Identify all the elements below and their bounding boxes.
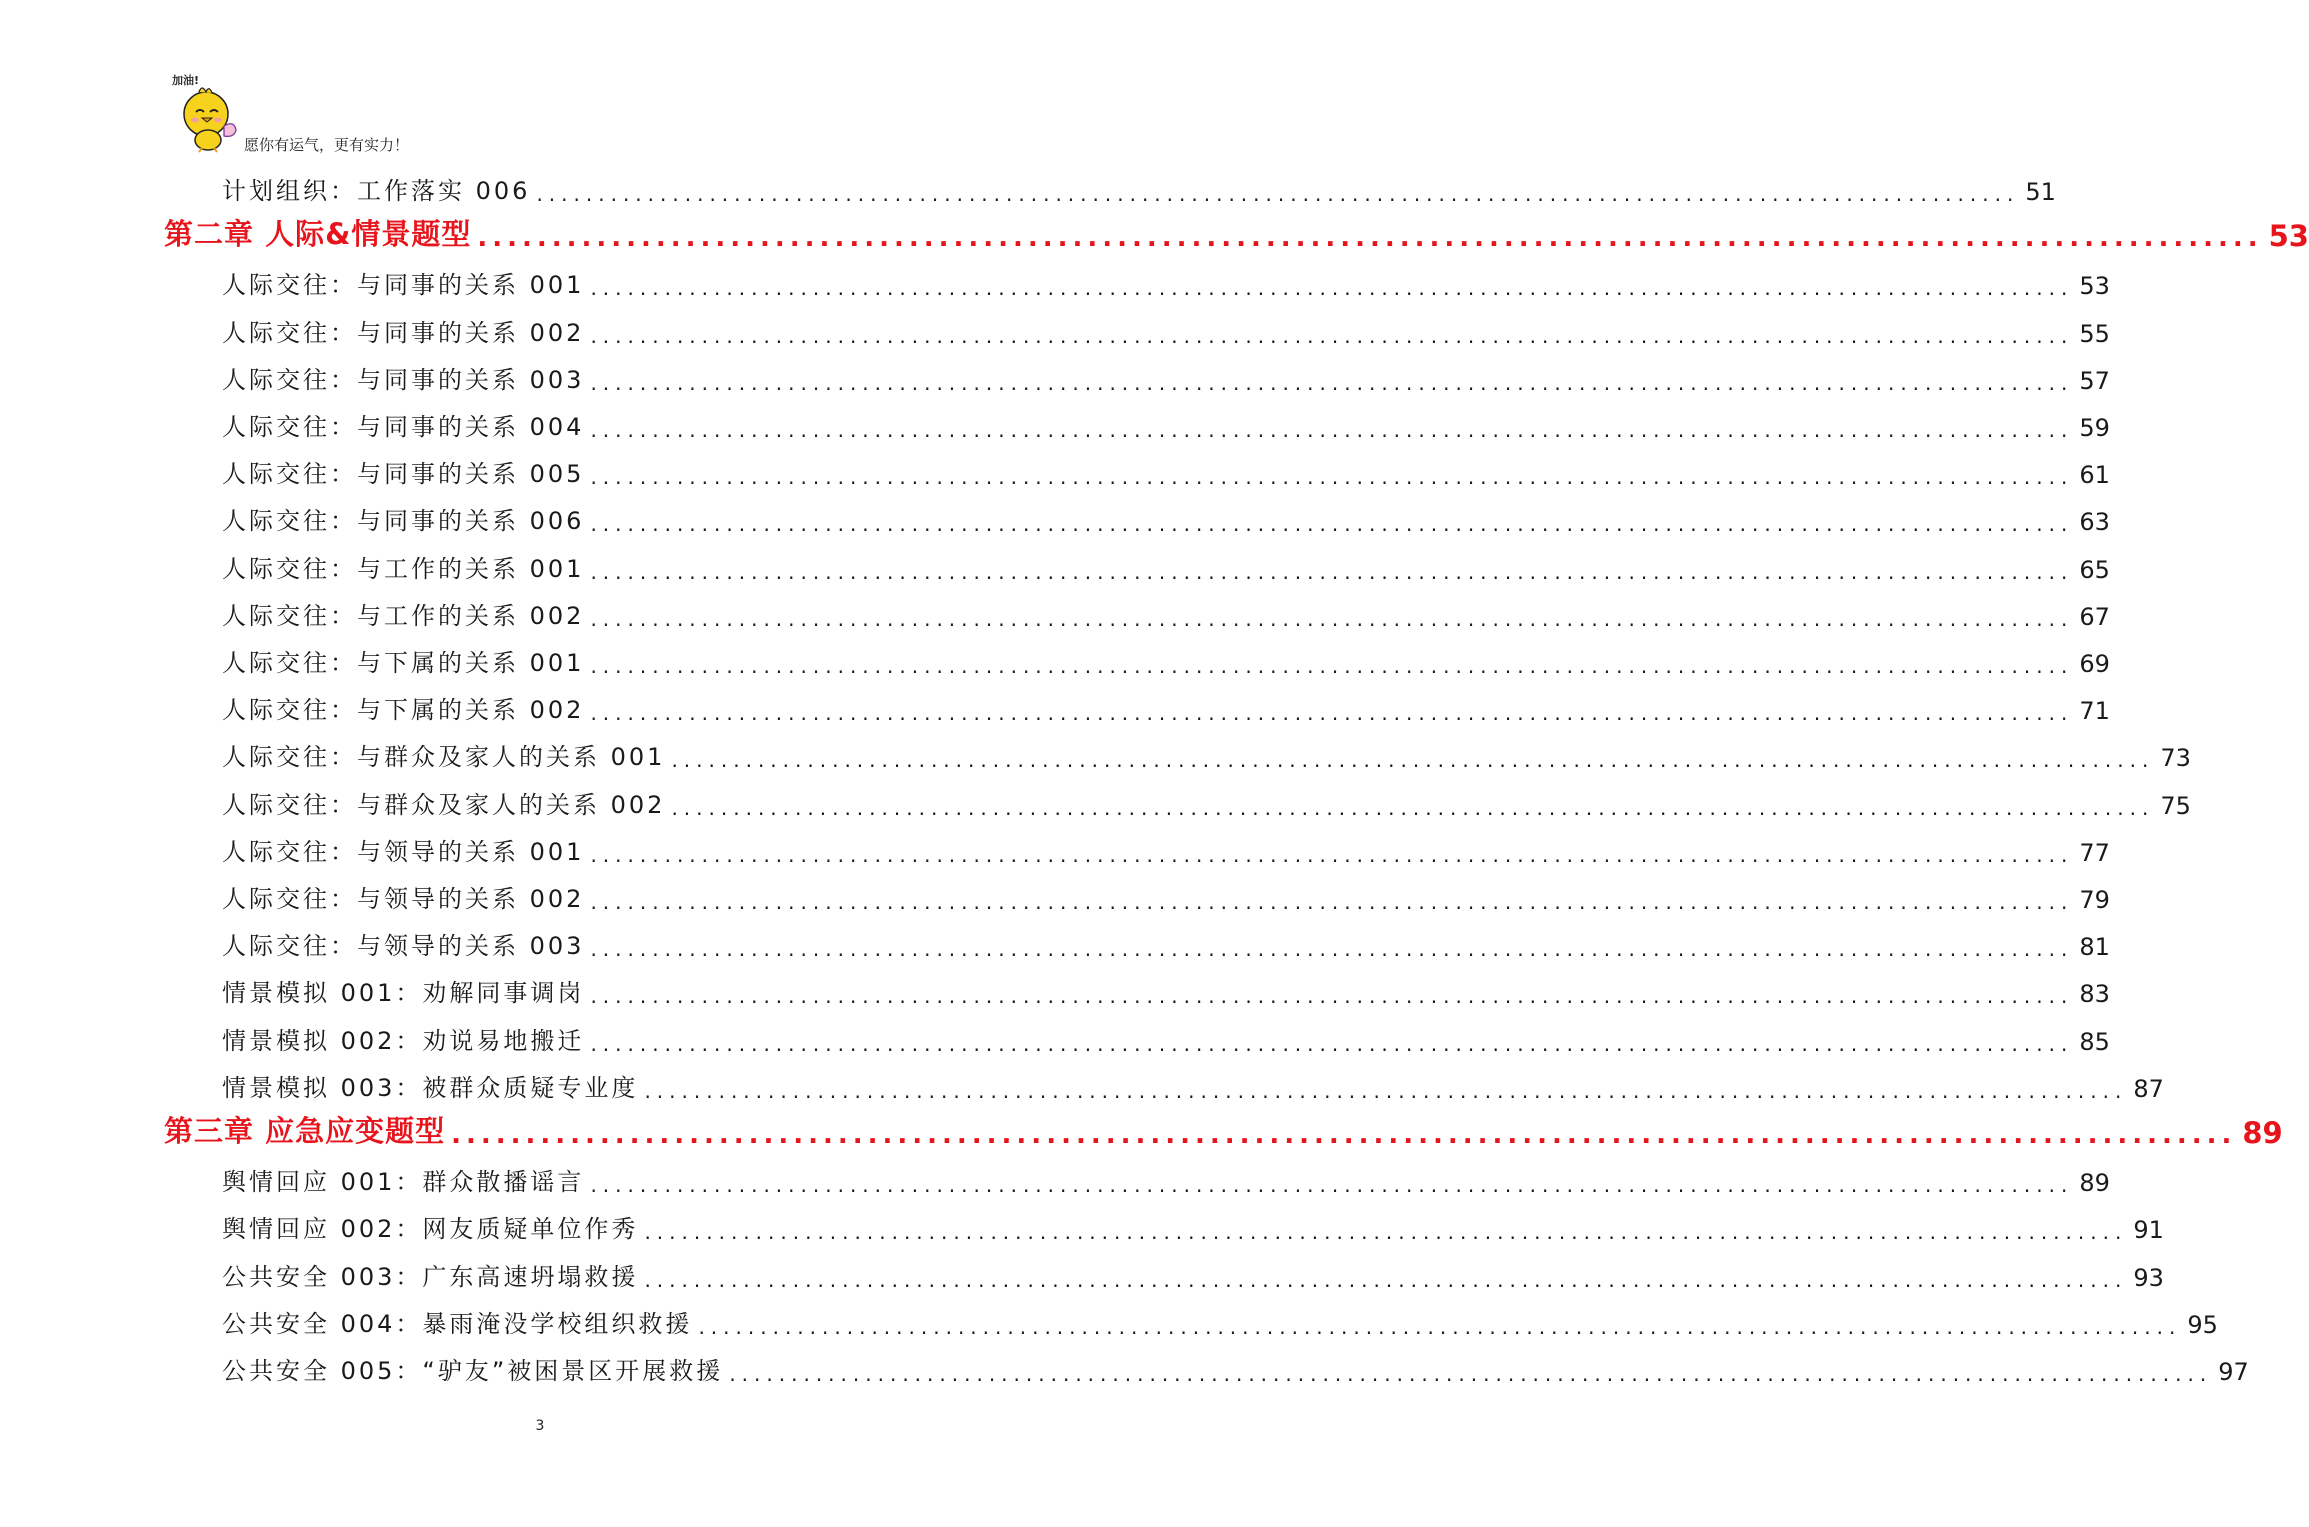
dot-leader: ........................................................................................................................ [590,842,2074,867]
toc-entry[interactable] [222,442,2110,490]
toc-entry-page: 85 [2079,1027,2110,1056]
toc-entry[interactable] [222,395,2110,442]
dot-leader: ........................................................................................................................ [590,1173,2074,1198]
toc-entry-page: 75 [2160,791,2191,820]
dot-leader: ........................................................................................................................ [590,1031,2074,1056]
toc-entry[interactable] [222,537,2110,584]
toc-entry-label: 人际交往：与群众及家人的关系 002 [222,790,666,819]
toc-entry[interactable] [222,1339,2249,1386]
toc-entry-label: 情景模拟 001：劝解同事调岗 [222,979,585,1008]
toc-entry-page: 67 [2079,602,2110,631]
toc-entry[interactable] [222,773,2191,820]
toc-entry-page: 51 [2025,178,2056,206]
toc-entry[interactable] [222,348,2110,395]
toc-entry[interactable] [222,725,2191,773]
toc-entry-page: 63 [2079,508,2110,537]
toc-entry-label: 情景模拟 003：被群众质疑专业度 [222,1073,639,1102]
toc-entry-label: 人际交往：与同事的关系 003 [222,365,585,394]
toc-entry[interactable] [222,631,2110,678]
dot-leader: ........................................................................................................................ [671,748,2155,773]
dot-leader: ........................................................................................................................ [590,370,2074,395]
toc-entry-page: 89 [2079,1169,2110,1198]
toc-entry-label: 舆情回应 001：群众散播谣言 [222,1168,585,1197]
dot-leader: ........................................................................................................................ [590,984,2074,1009]
header-motto: 愿你有运气，更有实力！ [244,136,410,154]
toc-entry-label: 人际交往：与领导的关系 003 [222,932,585,961]
dot-leader: ........................................................................................................................ [590,276,2074,301]
dot-leader: ........................................................................................................................ [590,606,2074,631]
dot-leader: ........................................................................................................................ [644,1078,2128,1103]
toc-entry[interactable] [222,678,2110,726]
toc-entry-page: 77 [2079,838,2110,867]
toc-entry-page: 97 [2218,1358,2249,1386]
toc-entry-page: 93 [2133,1263,2164,1292]
toc-entry[interactable] [222,914,2110,962]
toc-entry[interactable] [222,1009,2110,1056]
dot-leader: ........................................................................................................................ [644,1220,2128,1245]
toc-entry-label: 人际交往：与同事的关系 001 [222,271,585,300]
toc-entry-label: 人际交往：与同事的关系 004 [222,413,585,441]
dot-leader: ........................................................................................................................ [451,1120,2237,1150]
toc-entry[interactable] [222,159,2056,206]
toc-entry[interactable] [222,961,2110,1009]
dot-leader: ........................................................................................................................ [590,323,2074,348]
dot-leader: ........................................................................................................................ [536,182,2020,206]
toc-entry-page: 89 [2242,1116,2283,1150]
dot-leader: ........................................................................................................................ [590,418,2074,442]
toc-entry[interactable] [222,867,2110,914]
chick-mascot-icon [168,70,248,152]
toc-entry-label: 第二章 人际&情景题型 [164,217,472,252]
toc-entry-page: 61 [2079,461,2110,490]
dot-leader: ........................................................................................................................ [729,1362,2213,1386]
page-number: 3 [535,1418,545,1434]
toc-entry[interactable] [222,584,2110,631]
toc-entry-page: 91 [2133,1216,2164,1245]
toc-entry[interactable] [222,1292,2218,1339]
toc-entry[interactable] [222,1056,2164,1103]
dot-leader: ........................................................................................................................ [590,890,2074,914]
toc-entry-label: 人际交往：与下属的关系 001 [222,649,585,677]
dot-leader: ........................................................................................................................ [590,701,2074,726]
toc-entry-label: 人际交往：与同事的关系 002 [222,318,585,347]
toc-chapter-entry[interactable] [164,1103,2283,1150]
dot-leader: ........................................................................................................................ [590,559,2074,584]
toc-entry-label: 人际交往：与同事的关系 006 [222,507,585,536]
toc-entry-label: 人际交往：与下属的关系 002 [222,696,585,725]
dot-leader: ........................................................................................................................ [590,937,2074,962]
toc-entry-page: 59 [2079,414,2110,442]
toc-entry[interactable] [222,301,2110,348]
dot-leader: ........................................................................................................................ [590,654,2074,678]
toc-entry-label: 人际交往：与同事的关系 005 [222,460,585,489]
toc-entry-page: 55 [2079,319,2110,348]
toc-entry-label: 人际交往：与工作的关系 002 [222,601,585,630]
toc-entry-label: 计划组织：工作落实 006 [222,177,531,205]
dot-leader: ........................................................................................................................ [698,1314,2182,1339]
toc-entry[interactable] [222,820,2110,867]
toc-entry-label: 公共安全 005：“驴友”被困景区开展救援 [222,1357,724,1385]
toc-chapter-entry[interactable] [164,206,2309,254]
toc-entry[interactable] [222,1197,2164,1245]
toc-entry-page: 81 [2079,933,2110,962]
toc-entry-page: 83 [2079,980,2110,1009]
toc-entry-label: 舆情回应 002：网友质疑单位作秀 [222,1215,639,1244]
toc-entry-label: 公共安全 003：广东高速坍塌救援 [222,1262,639,1291]
toc-entry-label: 情景模拟 002：劝说易地搬迁 [222,1026,585,1055]
toc-entry-page: 65 [2079,555,2110,584]
toc-entry-page: 73 [2160,744,2191,773]
toc-entry-page: 95 [2187,1310,2218,1339]
toc-entry[interactable] [222,1245,2164,1292]
mascot-caption: 加油! [172,74,200,87]
page-header [158,70,578,160]
toc-entry[interactable] [222,489,2110,537]
toc-entry-page: 57 [2079,366,2110,395]
dot-leader: ........................................................................................................................ [477,223,2263,254]
toc-entry-label: 人际交往：与领导的关系 002 [222,885,585,913]
dot-leader: ........................................................................................................................ [644,1267,2128,1292]
toc-entry-page: 79 [2079,886,2110,914]
toc-entry-label: 第三章 应急应变题型 [164,1114,446,1148]
toc-entry-page: 69 [2079,650,2110,678]
dot-leader: ........................................................................................................................ [590,512,2074,537]
toc-entry-label: 人际交往：与领导的关系 001 [222,837,585,866]
toc-entry-page: 87 [2133,1074,2164,1103]
toc-entry-label: 人际交往：与工作的关系 001 [222,554,585,583]
toc-entry[interactable] [222,253,2110,301]
dot-leader: ........................................................................................................................ [590,465,2074,490]
toc-entry[interactable] [222,1150,2110,1198]
toc-entry-label: 公共安全 004：暴雨淹没学校组织救援 [222,1309,693,1338]
toc-entry-page: 53 [2268,219,2309,254]
toc-entry-page: 71 [2079,697,2110,726]
toc-entry-label: 人际交往：与群众及家人的关系 001 [222,743,666,772]
dot-leader: ........................................................................................................................ [671,795,2155,820]
toc-entry-page: 53 [2079,272,2110,301]
